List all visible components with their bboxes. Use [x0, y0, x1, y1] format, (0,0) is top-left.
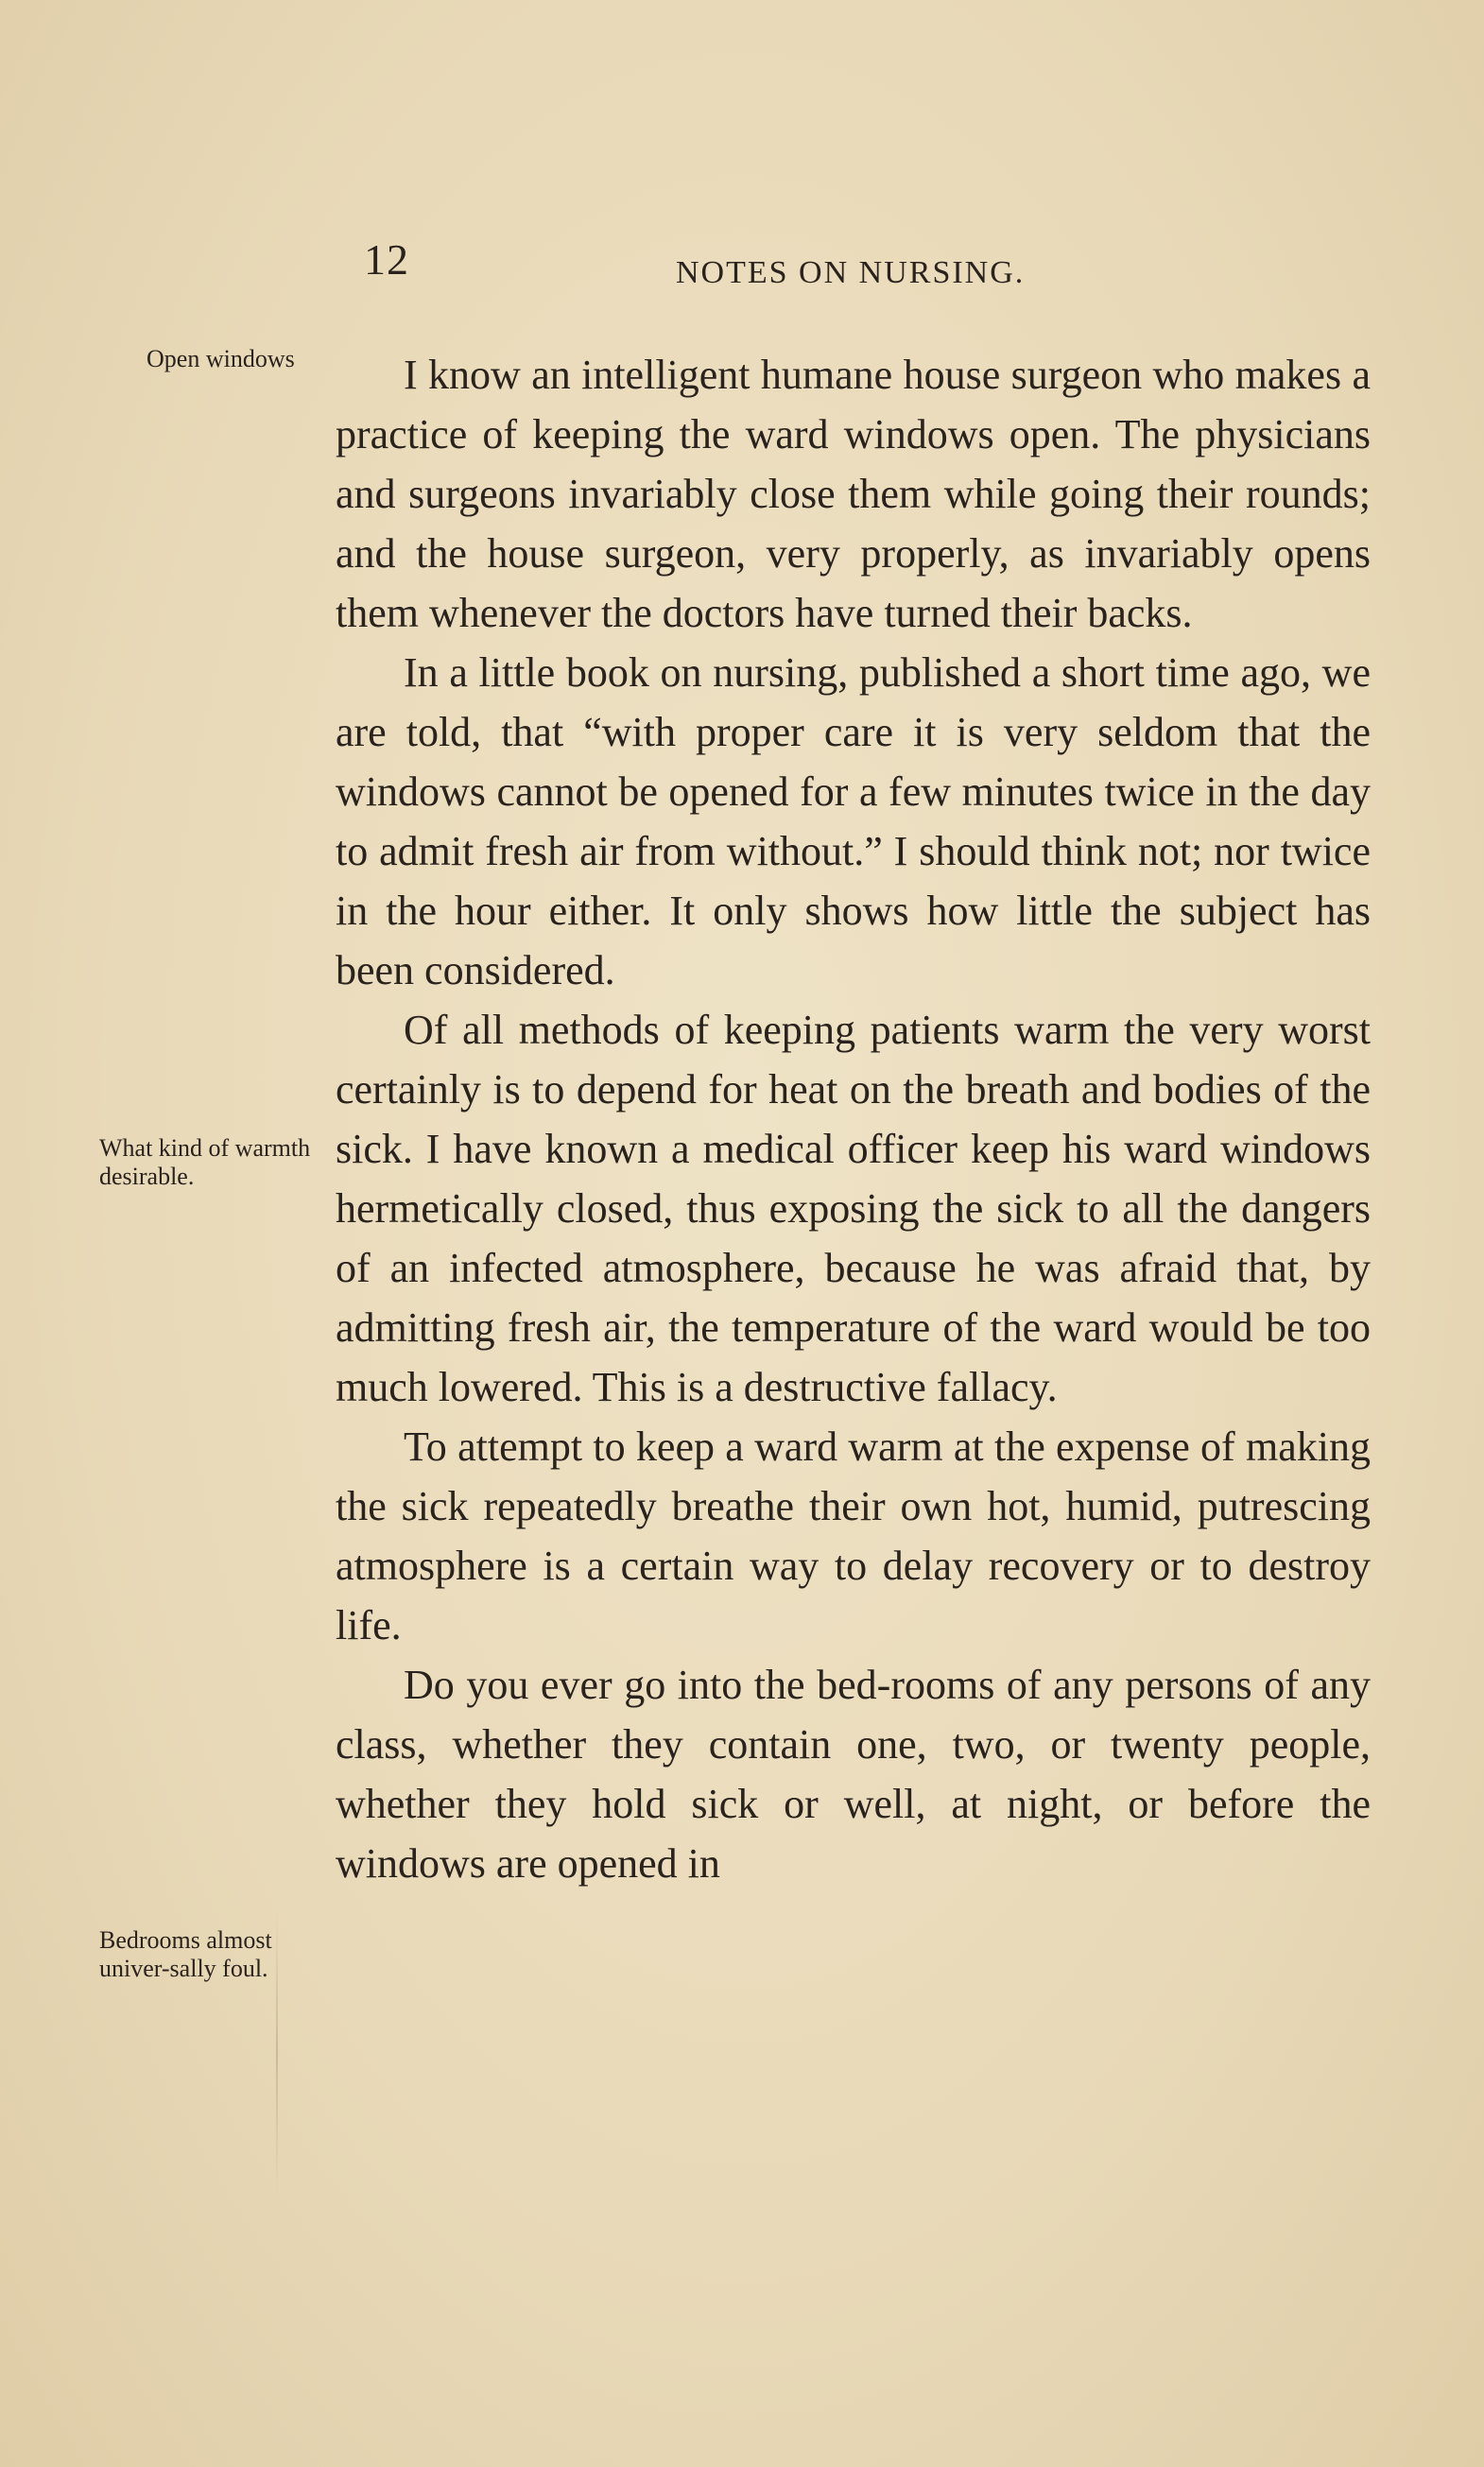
- paragraph: Do you ever go into the bed-rooms of any persons of any class, whether they contain one, two, or twenty people, whether they hold sick or well, at night, or before the windows are opened in: [336, 1662, 1371, 1887]
- paragraph: To attempt to keep a ward warm at the expense of making the sick repeatedly breathe their own hot, humid, putrescing atmosphere is a certain way to delay recovery or to destroy life.: [336, 1423, 1371, 1648]
- paragraph: Of all methods of keeping patients warm the very worst certainly is to depend for heat on the breath and bodies of the sick. I have known a medical officer keep his ward windows hermetically closed, thus exposing the sick to all the dangers of an infected atmosphere, because he was afraid that, by admitting fresh air, the temperature of the ward would be too much lowered. This is a destructive fallacy.: [336, 1007, 1371, 1410]
- paragraph: I know an intelligent humane house surgeon who makes a practice of keeping the ward windows open. The physicians and surgeons invariably close them while going their rounds; and the house surgeon, very properly, as invariably opens them whenever the doctors have turned their backs.: [336, 352, 1371, 636]
- sidenote-warmth: What kind of warmth desirable.: [99, 1134, 311, 1190]
- body-text: [336, 345, 1371, 1893]
- sidenote-open-windows: Open windows: [147, 345, 295, 372]
- paragraph: In a little book on nursing, published a short time ago, we are told, that “with proper care it is very seldom that the windows cannot be opened for a few minutes twice in the day to admit fresh air from without.” I should think not; nor twice in the hour either. It only shows how little the subject has been considered.: [336, 649, 1371, 993]
- running-head: NOTES ON NURSING.: [676, 255, 1026, 290]
- page-number: 12: [364, 235, 409, 284]
- sidenote-bedrooms: Bedrooms almost univer-sally foul.: [99, 1926, 272, 1982]
- page-crease: [276, 1909, 278, 2193]
